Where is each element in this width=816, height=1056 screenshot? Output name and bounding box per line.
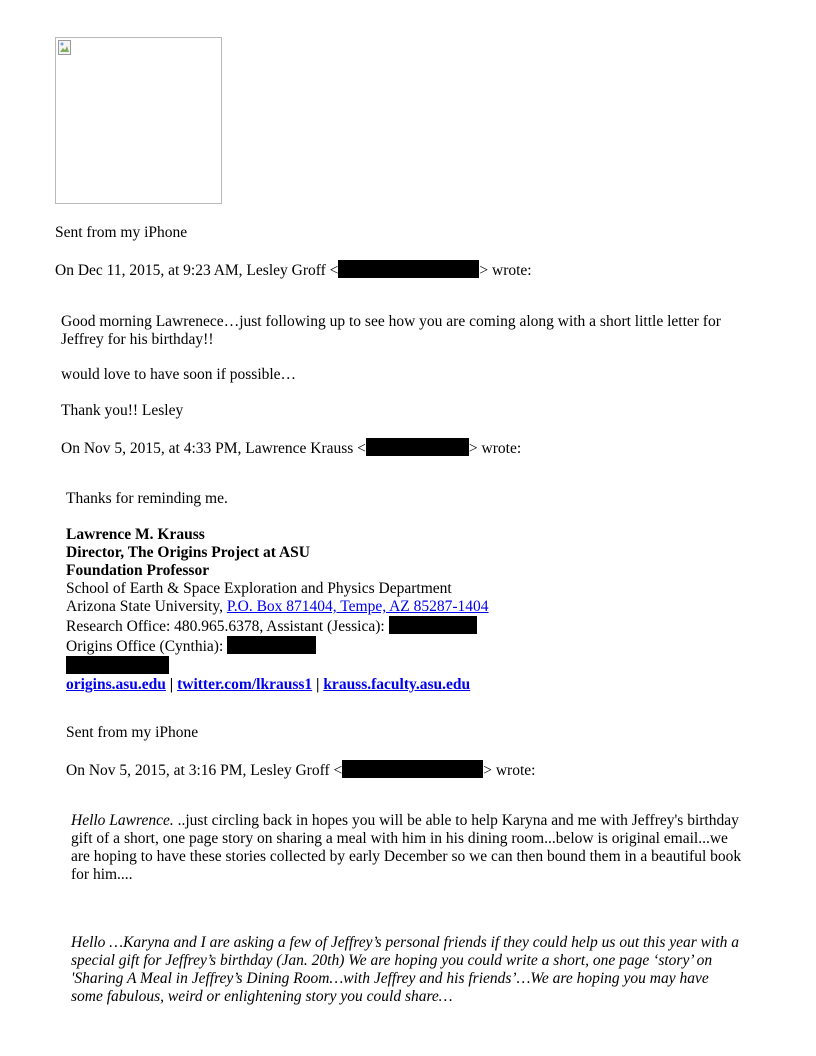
email-body-thanks: Thanks for reminding me. [66,490,228,507]
signature-redacted-line [66,656,489,676]
origins-link[interactable]: origins.asu.edu [66,676,166,693]
redacted-phone [227,636,316,654]
signature-title: Director, The Origins Project at ASU [66,544,310,561]
quote-header-nov5-433: On Nov 5, 2015, at 4:33 PM, Lawrence Krauss < > wrote: [61,440,522,457]
quote-header-nov5-316: On Nov 5, 2015, at 3:16 PM, Lesley Groff < > wrote: [66,762,536,779]
original-email-body: Hello …Karyna and I are asking a few of Jeffrey’s personal friends if they could help us out this year with a special gift for Jeffrey’s birthday (Jan. 20th) We are hoping you could write a short, one page ‘story’ on 'Sharing A Meal in Jeffrey’s Dining Room…with Jeffrey and his friends’…We are hoping you may have some fabulous, weird or enlightening story you could share… [71,934,740,1005]
address-link[interactable]: P.O. Box 871404, Tempe, AZ 85287-1404 [226,598,489,615]
redacted-email [342,760,483,778]
broken-image-placeholder [55,37,222,204]
signature-research-office: Research Office: 480.965.6378, Assistant (Jessica): [66,616,489,636]
twitter-link[interactable]: twitter.com/lkrauss1 [177,676,313,693]
signature-origins-office: Origins Office (Cynthia): [66,636,489,656]
faculty-link[interactable]: krauss.faculty.asu.edu [323,676,471,693]
signature-address: Arizona State University, P.O. Box 871404, Tempe, AZ 85287-1404 [66,598,489,615]
redacted-email [338,260,479,278]
email-body-circling-back: Hello Lawrence. ..just circling back in hopes you will be able to help Karyna and me with Jeffrey's birthday gift of a short, one page story on sharing a meal with him in his dining room...below is original email...we are hoping to have these stories collected by early December so we can then bound them in a beautiful book for him.... [71,812,742,883]
email-signoff: Thank you!! Lesley [61,402,184,419]
quote-header-dec11: On Dec 11, 2015, at 9:23 AM, Lesley Groff < > wrote: [55,262,532,279]
redacted-phone [389,616,477,634]
email-body-followup: Good morning Lawrenece…just following up to see how you are coming along with a short little letter for Jeffrey for his birthday!! [61,313,721,348]
signature-name: Lawrence M. Krauss [66,526,205,543]
signature-links: origins.asu.edu | twitter.com/lkrauss1 | krauss.faculty.asu.edu [66,676,471,693]
email-signature [66,526,489,694]
email-body-line: would love to have soon if possible… [61,366,297,383]
signature-department: School of Earth & Space Exploration and Physics Department [66,580,452,597]
redacted-email [366,438,469,456]
signature-title: Foundation Professor [66,562,210,579]
broken-image-icon [58,40,72,56]
redacted-phone [66,656,169,674]
sent-from-iphone: Sent from my iPhone [66,724,199,741]
sent-from-iphone: Sent from my iPhone [55,224,188,241]
